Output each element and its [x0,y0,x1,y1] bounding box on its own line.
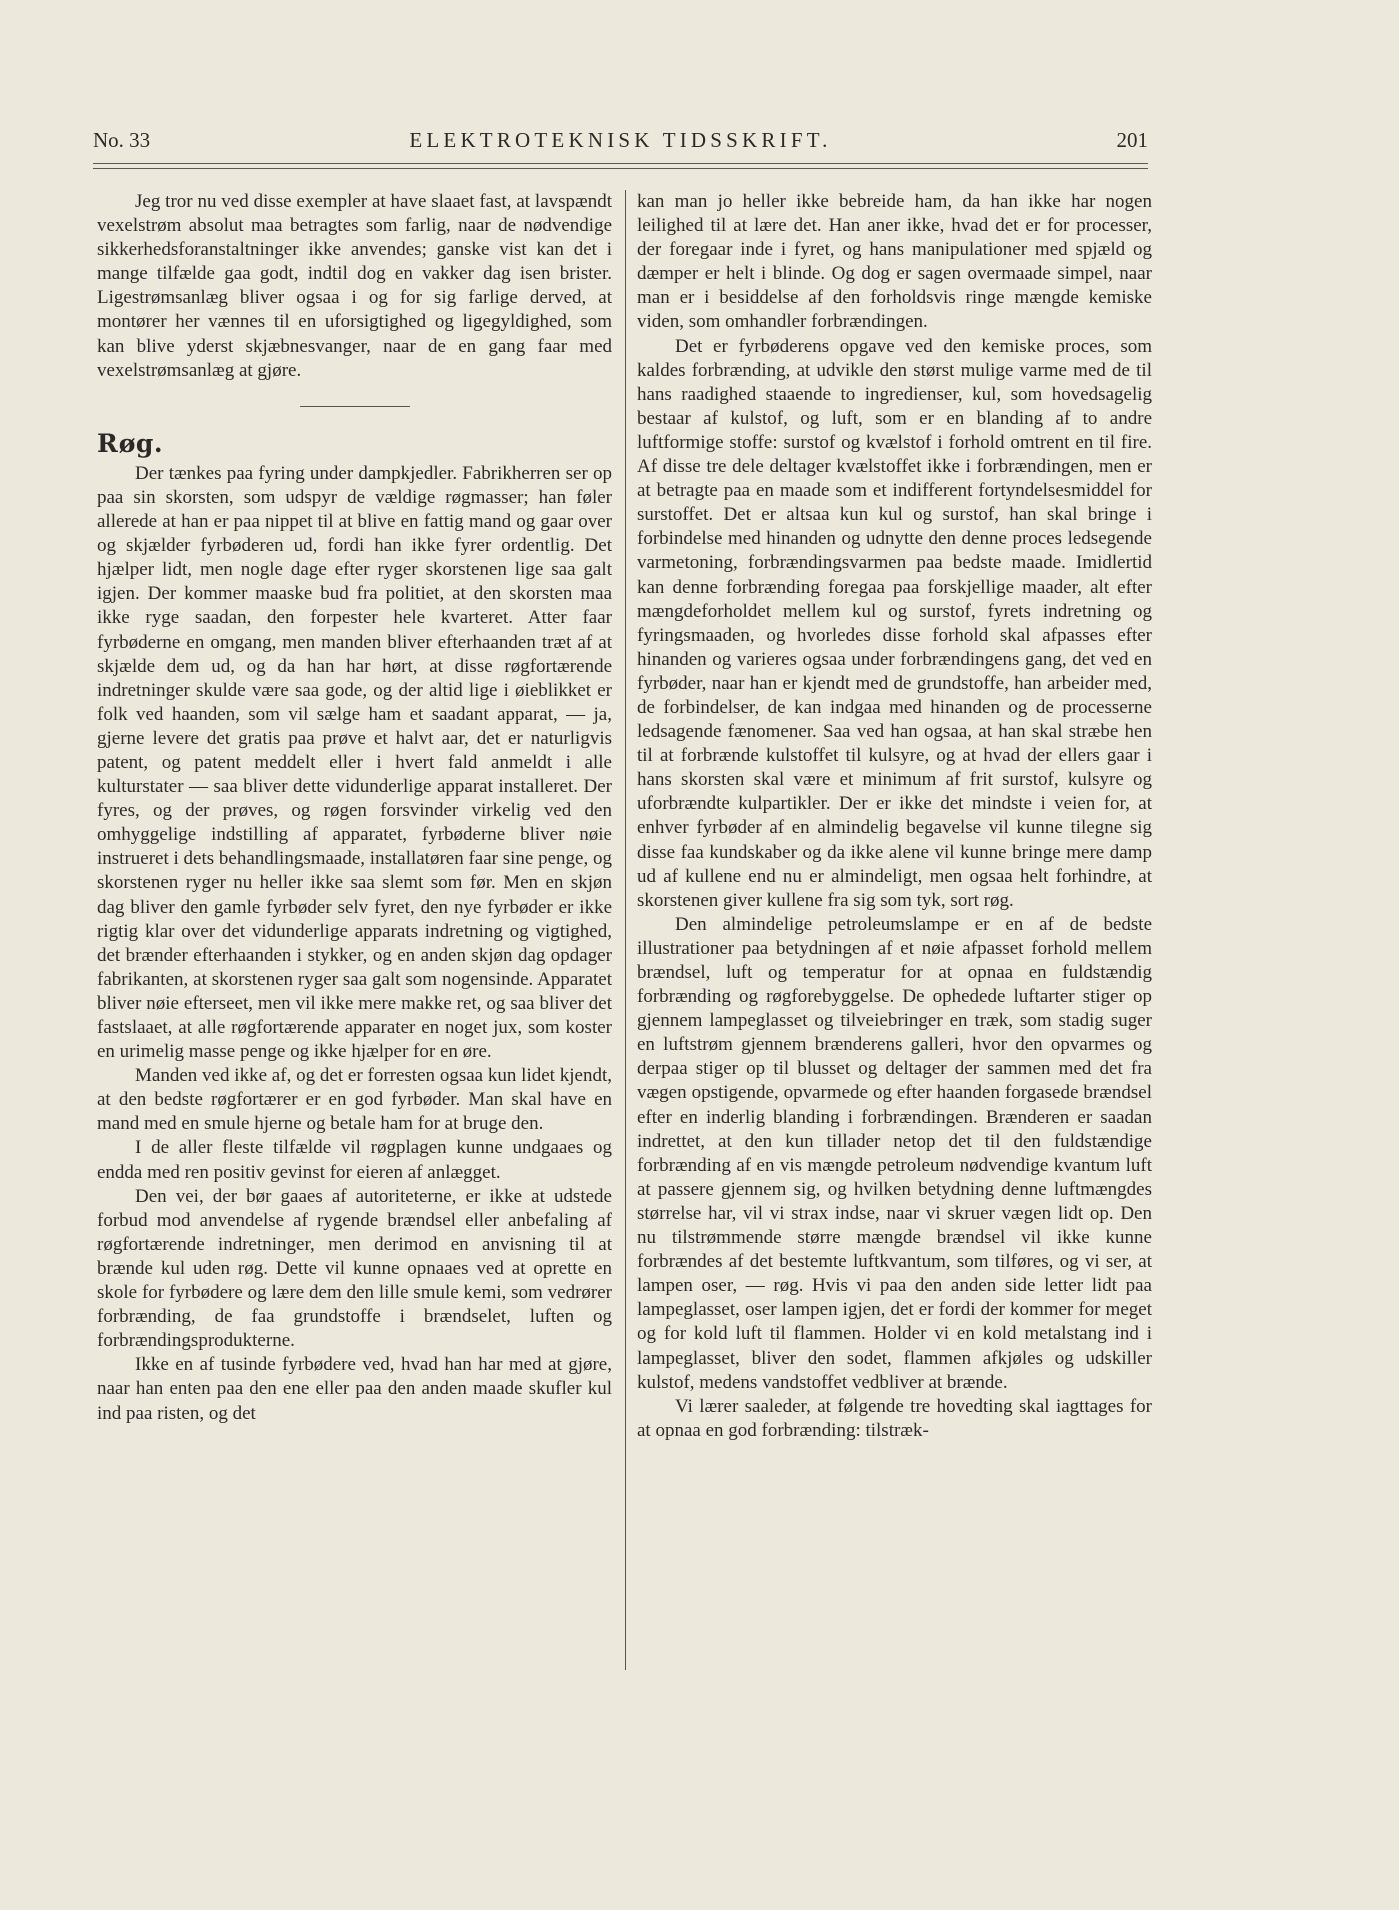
body-paragraph: kan man jo heller ikke bebreide ham, da han ikke har nogen leilighed til at lære det. Han aner ikke, hvad det er for processer, der foregaar inde i fyret, og hans manipulationer med spjæld og dæmper er helt i blinde. Og dog er sagen overmaade simpel, naar man er i besiddelse af den forholdsvis ringe mængde kemiske viden, som omhandler forbrændingen. [637,191,1152,333]
page-number: 201 [1116,128,1148,152]
right-column [637,190,1152,1443]
body-paragraph: Ikke en af tusinde fyrbødere ved, hvad han har med at gjøre, naar han enten paa den ene eller paa den anden maade skufler kul ind paa risten, og det [97,1354,612,1424]
intro-paragraph: Jeg tror nu ved disse exempler at have slaaet fast, at lavspændt vexelstrøm absolut maa betragtes som farlig, naar de nødvendige sikkerhedsforanstaltninger ikke anvendes; ganske vist kan det i mange tilfælde gaa godt, indtil dog en vakker dag isen brister. Ligestrømsanlæg bliver ogsaa i og for sig farlige derved, at montører her vænnes til en uforsigtighed og ligegyldighed, som kan blive yderst skjæbnesvanger, naar de en gang faar med vexelstrømsanlæg at gjøre. [97,191,612,381]
body-paragraph: Der tænkes paa fyring under dampkjedler. Fabrikherren ser op paa sin skorsten, som udspyr de vældige røgmasser; han føler allerede at han er paa nippet til at blive en fattig mand og gaar over og skjælder fyrbøderen ud, fordi han ikke fyrer ordentlig. Det hjælper lidt, men nogle dage efter ryger skorstenen lige saa galt igjen. Der kommer maaske bud fra politiet, at den skorsten maa ikke ryge saadan, den forpester hele kvarteret. Atter faar fyrbøderne en omgang, men manden bliver efterhaanden træt af at skjælde dem ud, og da han har hørt, at disse røgfortærende indretninger skulde være saa gode, og der altid lige i øieblikket er folk ved haanden, som vil sælge ham et saadant apparat, — ja, gjerne levere det gratis paa prøve et halvt aar, det er naturligvis patent, og patent meddelt eller i hvert fald anmeldt i alle kulturstater — saa bliver dette vidunderlige apparat installeret. Der fyres, og der prøves, og røgen forsvinder virkelig ved den omhyggelige indstilling af apparatet, fyrbøderne bliver nøie instrueret i dets behandlingsmaade, installatøren faar sine penge, og skorstenen ryger nu heller ikke saa slemt som før. Men en skjøn dag bliver den gamle fyrbøder selv fyret, den nye fyrbøder er ikke rigtig klar over det vidunderlige apparats indretning og vigtighed, det brænder efterhaanden i stykker, og en anden skjøn dag opdager fabrikanten, at skorstenen ryger saa galt som nogensinde. Apparatet bliver nøie efterseet, men vil ikke mere makke ret, og saa bliver det fastslaaet, at alle røgfortærende apparater en noget jux, som koster en urimelig masse penge og ikke hjælper for en øre. [97,462,612,1063]
body-paragraph: I de aller fleste tilfælde vil røgplagen kunne undgaaes og endda med ren positiv gevinst for eieren af anlægget. [97,1137,612,1183]
running-header [93,124,1148,158]
column-divider [625,190,626,1670]
body-paragraph: Den vei, der bør gaaes af autoriteterne, er ikke at udstede forbud mod anvendelse af rygende brændsel eller anbefaling af røgfortærende indretninger, men derimod en anvisning til at brænde kul uden røg. Dette vil kunne opnaaes ved at oprette en skole for fyrbødere og lære dem den lille smule kemi, som vedrører forbrænding, de faa grundstoffe i brændselet, luften og forbrændingsprodukterne. [97,1185,612,1352]
body-paragraph: Manden ved ikke af, og det er forresten ogsaa kun lidet kjendt, at den bedste røgfortærer er en god fyrbøder. Man skal have en mand med en smule hjerne og betale ham for at bruge den. [97,1065,612,1135]
body-paragraph: Vi lærer saaleder, at følgende tre hovedting skal iagttages for at opnaa en god forbrænding: tilstræk- [637,1395,1152,1441]
journal-title: ELEKTROTEKNISK TIDSSKRIFT. [409,128,832,152]
body-paragraph: Det er fyrbøderens opgave ved den kemiske proces, som kaldes forbrænding, at udvikle den størst mulige varme med de til hans raadighed staaende to ingredienser, kul, som hovedsagelig bestaar af kulstof, og luft, som er en blanding af to andre luftformige stoffe: surstof og kvælstof i forhold omtrent en til fire. Af disse tre dele deltager kvælstoffet ikke i forbrændingen, men er at betragte paa en maade som et indifferent fortyndelsesmiddel for surstoffet. Det er altsaa kun kul og surstof, han skal bringe i forbindelse med hinanden og udnytte den denne proces ledsegende varmetoning, forbrændingsvarmen paa bedste maade. Imidlertid kan denne forbrænding foregaa paa forskjellige maader, alt efter mængdeforholdet mellem kul og surstof, fyrets indretning og fyringsmaaden, og hvorledes disse forhold skal afpasses efter hinanden og varieres ogsaa under forbrændingens gang, det ved en fyrbøder, naar han er kjendt med de grundstoffe, han arbeider med, de forbindelser, de kan indgaa med hinanden og de processerne ledsagende fænomener. Saa ved han ogsaa, at han skal stræbe hen til at forbrænde kulstoffet til kulsyre, og at hvad der ellers gaar i hans skorsten skal være et minimum af frit surstof, kulsyre og uforbrændte kulpartikler. Der er ikke det mindste i veien for, at enhver fyrbøder af en almindelig begavelse vil kunne tilegne sig disse faa kundskaber og da ikke alene vil kunne bringe mere damp ud af kullene end nu er almindeligt, men ogsaa helt forhindre, at skorstenen giver kullene fra sig som tyk, sort røg. [637,335,1152,911]
header-rule-bottom [93,168,1148,169]
section-divider [300,406,410,407]
section-heading: Røg. [97,428,164,458]
left-column [97,190,612,1426]
issue-number: No. 33 [93,128,151,152]
header-rule-top [93,163,1148,164]
body-paragraph: Den almindelige petroleumslampe er en af de bedste illustrationer paa betydningen af et nøie afpasset forhold mellem brændsel, luft og temperatur for at opnaa en fuldstændig forbrænding og røgforebyggelse. De ophedede luftarter stiger op gjennem lampeglasset og tilveiebringer en træk, som stadig suger en luftstrøm gjennem brænderens galleri, hvor den opvarmes og derpaa stiger op til blusset og deltager der sammen med det fra vægen opstigende, opvarmede og efter haanden forgasede brændsel efter en inderlig blanding i forbrændingen. Brænderen er saadan indrettet, at den kun tillader netop det til den fuldstændige forbrænding af en vis mængde petroleum nødvendige kvantum luft at passere gjennem sig, og hvilken betydning denne luftmængdes størrelse har, vil vi strax indse, naar vi skruer vægen lidt op. Den nu tilstrømmende større mængde brændsel vil ikke kunne forbrændes af det bestemte luftkvantum, som tilføres, og vi ser, at lampen oser, — røg. Hvis vi paa den anden side letter lidt paa lampeglasset, oser lampen igjen, det er fordi der kommer for meget og for kold luft til flammen. Holder vi en kold metalstang ind i lampeglasset, bliver den sodet, flammen afkjøles og udskiller kulstof, medens vandstoffet vedbliver at brænde. [637,913,1152,1393]
